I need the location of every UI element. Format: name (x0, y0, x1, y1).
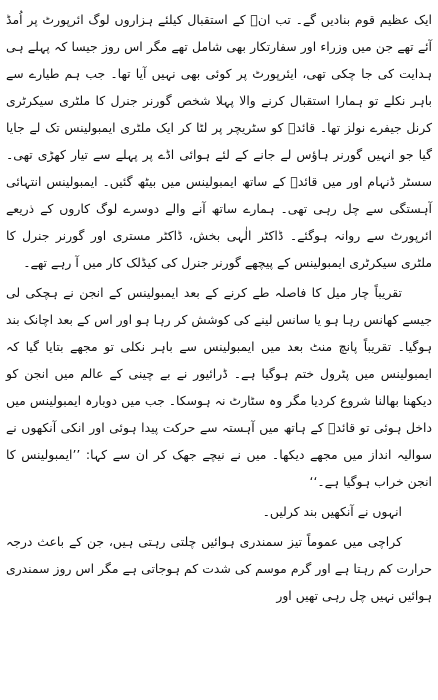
paragraph-eyes-closed: انہوں نے آنکھیں بند کرلیں۔ (262, 504, 402, 519)
paragraph-karachi-weather: کراچی میں عموماً تیز سمندری ہوائیں چلتی رہتی ہیں، جن کے باعث درجہ حرارت کم رہتا ہے اور گرم موسم کی شدت کم ہوجاتی ہے مگر اس روز سمندری ہوائیں نہیں چل رہی تھیں اور (6, 534, 432, 603)
paragraph-ambulance-breakdown: تقریباً چار میل کا فاصلہ طے کرنے کے بعد ایمبولینس کے انجن نے ہچکی لی جیسے کھانس رہا ہو یا سانس لینے کی کوشش کر رہا ہو اور اس کے بعد اچانک بند ہوگیا۔ تقریباً پانچ منٹ بعد میں ایمبولینس سے باہر نکلی تو مجھے بتایا گیا کہ ایمبولینس میں پٹرول ختم ہوگیا ہے۔ ڈرائیور نے بے چینی کے عالم میں انجن کو دیکھنا بھالنا شروع کردیا مگر وہ سٹارٹ نہ ہوسکا۔ جب میں دوبارہ ایمبولینس میں داخل ہوئی تو قائدؒ کے ہاتھ میں آہستہ سے حرکت پیدا ہوئی اور انکی آنکھوں نے سوالیہ انداز میں مجھے دیکھا۔ میں نے نیچے جھک کر ان سے کہا: ’’ایمبولینس کا انجن خراب ہوگیا ہے۔‘‘ (6, 285, 432, 489)
paragraph-arrival: ایک عظیم قوم بنادیں گے۔ تب انؒ کے استقبال کیلئے ہزاروں لوگ ائرپورٹ پر اُمڈ آئے تھے جن میں وزراء اور سفارتکار بھی شامل تھے مگر اس روز جیسا کہ پہلے ہی ہدایت کی جا چکی تھی، ایئرپورٹ پر کوئی بھی نہیں آیا تھا۔ جب ہم طیارے سے باہر نکلے تو ہمارا استقبال کرنے والا پہلا شخص گورنر جنرل کا ملٹری سیکرٹری کرنل جیفرے نولز تھا۔ قائدؒ کو سٹریچر پر لٹا کر ایک ملٹری ایمبولینس تک لے جایا گیا جو انہیں گورنر ہاؤس لے جانے کے لئے ہوائی اڈے پر پہلے سے تیار کھڑی تھی۔ سسٹر ڈنہام اور میں قائدؒ کے ساتھ ایمبولینس میں بیٹھ گئیں۔ ایمبولینس انتہائی آہستگی سے چل رہی تھی۔ ہمارے ساتھ آنے والے دوسرے لوگ کاروں کے ذریعے ائرپورٹ سے روانہ ہوگئے۔ ڈاکٹر الٰہی بخش، ڈاکٹر مستری اور گورنر جنرل کا ملٹری سیکرٹری ایمبولینس کے پیچھے گورنر جنرل کی کیڈلک کار میں آ رہے تھے۔ (6, 12, 432, 270)
